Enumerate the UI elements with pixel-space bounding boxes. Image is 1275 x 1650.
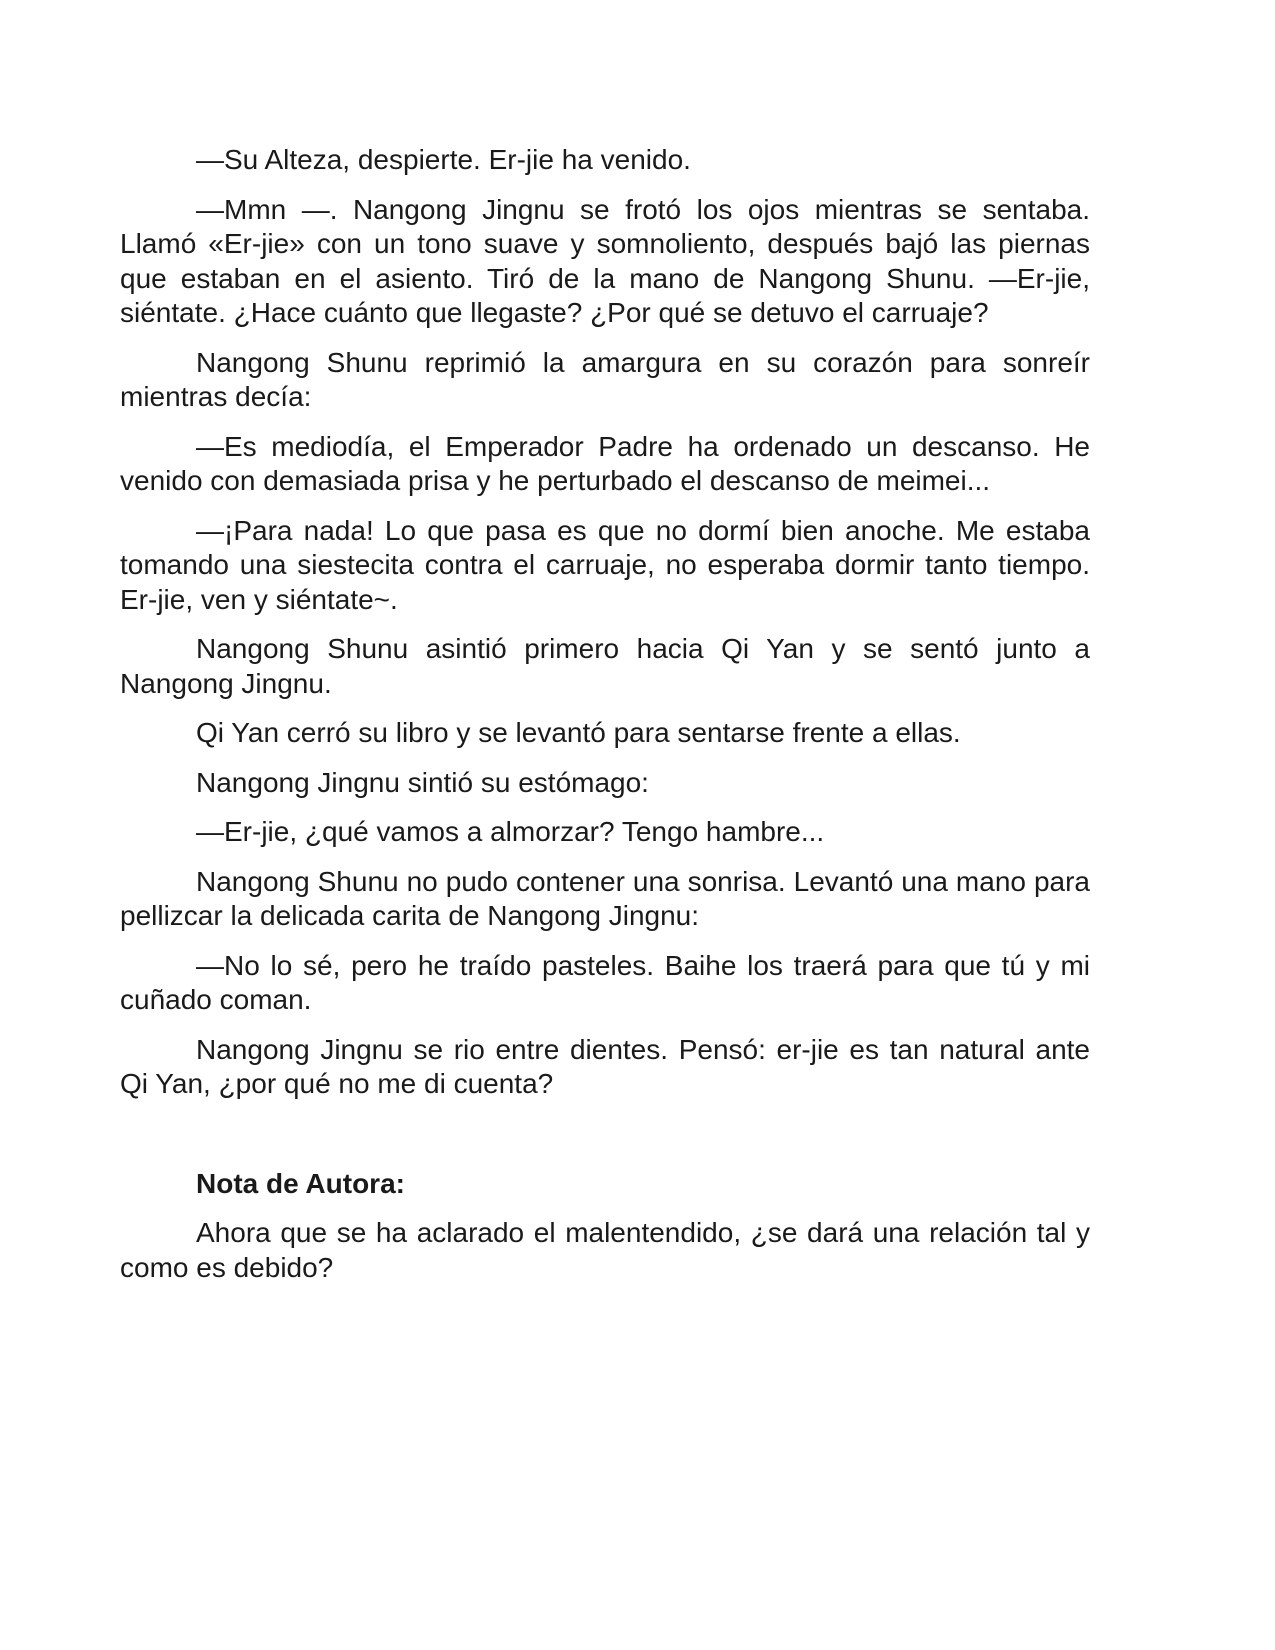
- paragraph-5: —¡Para nada! Lo que pasa es que no dormí bien anoche. Me estaba tomando una siestecita contra el carruaje, no esperaba dormir tanto tiempo. Er-jie, ven y siéntate~.: [120, 514, 1090, 615]
- paragraph-2: —Mmn —. Nangong Jingnu se frotó los ojos mientras se sentaba. Llamó «Er-jie» con un tono suave y somnoliento, después bajó las piernas que estaban en el asiento. Tiró de la mano de Nangong Shunu. —Er-jie, siéntate. ¿Hace cuánto que llegaste? ¿Por qué se detuvo el carruaje?: [120, 193, 1090, 328]
- paragraph-1: —Su Alteza, despierte. Er-jie ha venido.: [196, 144, 691, 175]
- author-note-text: Ahora que se ha aclarado el malentendido, ¿se dará una relación tal y como es debido?: [120, 1217, 1090, 1283]
- paragraph-10: Nangong Shunu no pudo contener una sonrisa. Levantó una mano para pellizcar la delicada carita de Nangong Jingnu:: [120, 865, 1090, 931]
- paragraph-4: —Es mediodía, el Emperador Padre ha ordenado un descanso. He venido con demasiada prisa y he perturbado el descanso de meimei...: [120, 430, 1090, 496]
- paragraph-7: Qi Yan cerró su libro y se levantó para sentarse frente a ellas.: [196, 717, 961, 748]
- section-spacer: [120, 1117, 1090, 1167]
- paragraph-6: Nangong Shunu asintió primero hacia Qi Yan y se sentó junto a Nangong Jingnu.: [120, 633, 1090, 699]
- paragraph-12: Nangong Jingnu se rio entre dientes. Pensó: er-jie es tan natural ante Qi Yan, ¿por qué no me di cuenta?: [120, 1033, 1090, 1099]
- paragraph-3: Nangong Shunu reprimió la amargura en su corazón para sonreír mientras decía:: [120, 346, 1090, 412]
- paragraph-8: Nangong Jingnu sintió su estómago:: [196, 766, 649, 798]
- page-body: [120, 143, 1090, 1300]
- author-note-heading: Nota de Autora:: [196, 1167, 405, 1199]
- paragraph-9: —Er-jie, ¿qué vamos a almorzar? Tengo hambre...: [196, 816, 825, 847]
- paragraph-11: —No lo sé, pero he traído pasteles. Baihe los traerá para que tú y mi cuñado coman.: [120, 949, 1090, 1015]
